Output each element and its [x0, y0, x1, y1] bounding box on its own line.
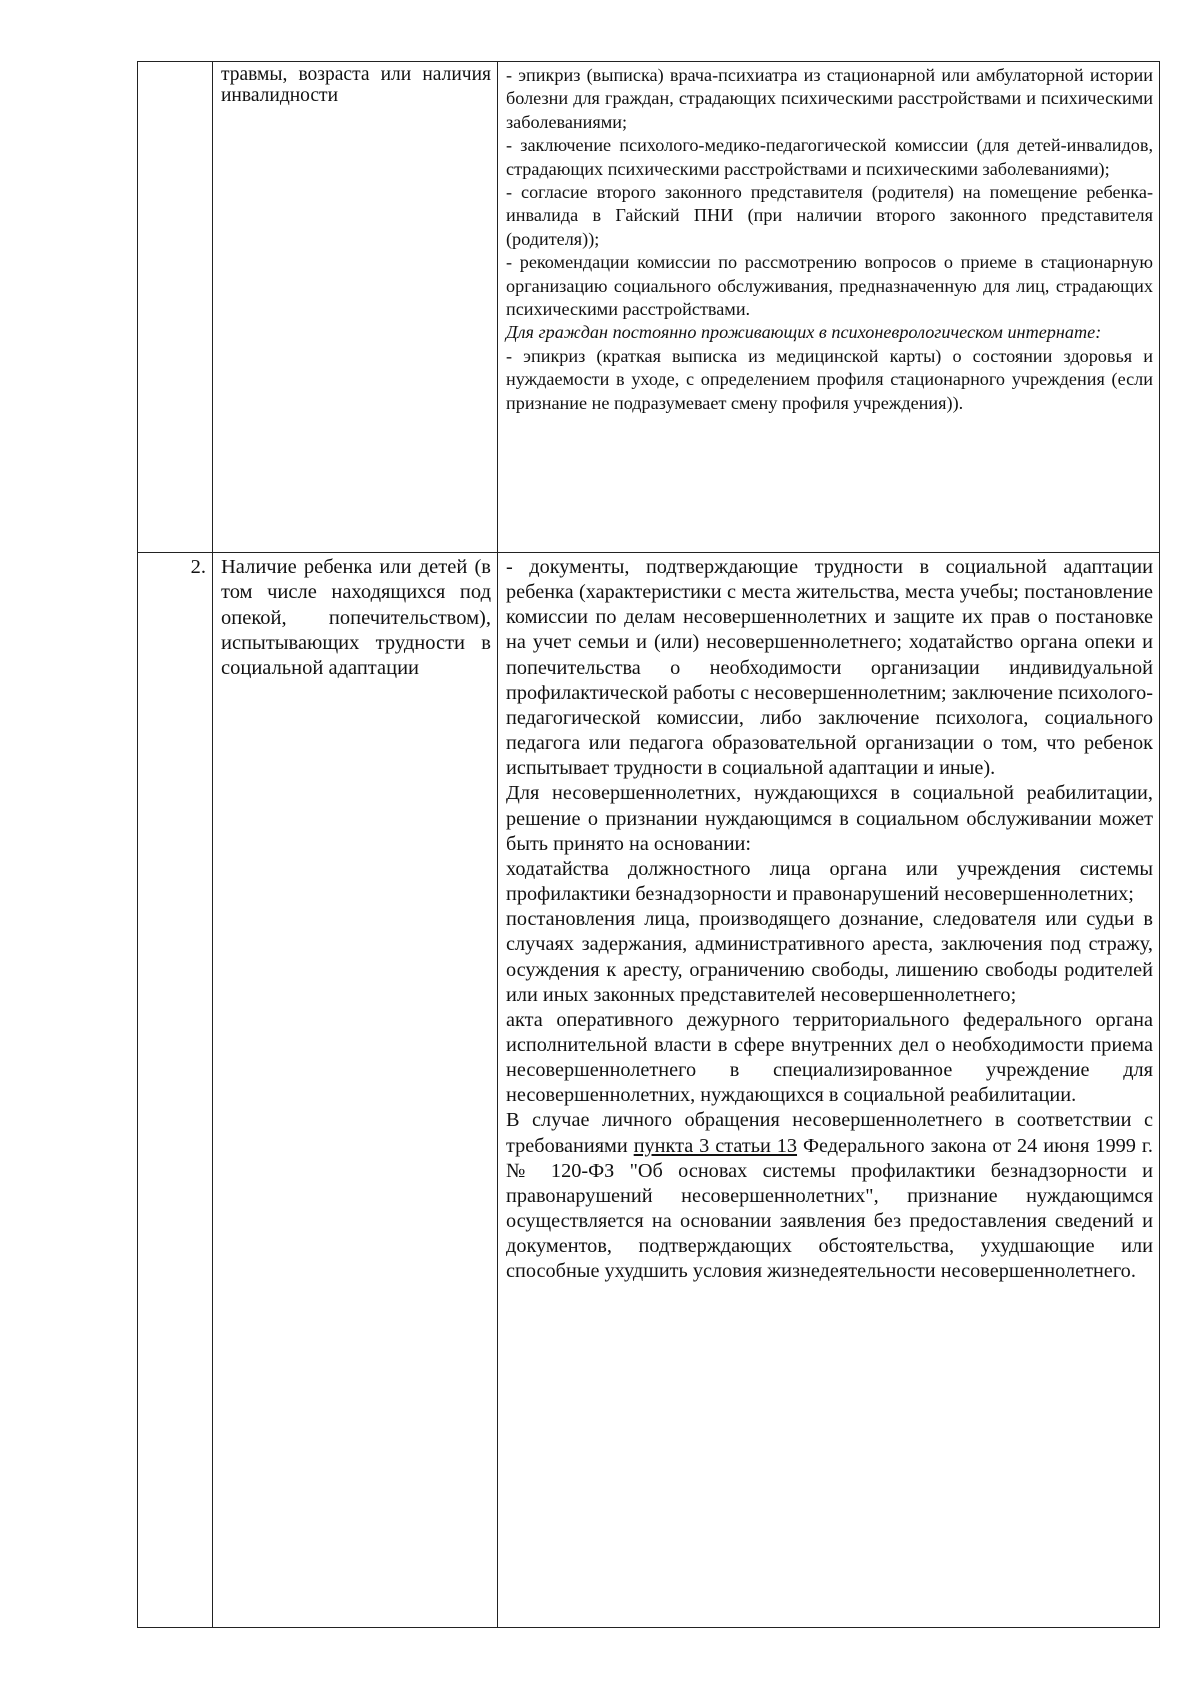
- document-item: - эпикриз (выписка) врача-психиатра из стационарной или амбулаторной истории болезни для граждан, страдающих психическими расстройствами и психическими заболеваниями;: [506, 65, 1153, 132]
- document-item: постановления лица, производящего дознание, следователя или судьи в случаях задержания, административного ареста, заключения под стражу, осуждения к аресту, ограничению свободы, лишению свободы родителей или иных законных представителей несовершеннолетнего;: [506, 908, 1153, 1006]
- documents-cell: [498, 62, 1160, 553]
- criterion-cell: [213, 62, 498, 553]
- row-number: [138, 62, 213, 553]
- document-item: ходатайства должностного лица органа или учреждения системы профилактики безнадзорности и правонарушений несовершеннолетних;: [506, 857, 1153, 906]
- document-item: - заключение психолого-медико-педагогической комиссии (для детей-инвалидов, страдающих психическими расстройствами и психическими заболеваниями);: [506, 135, 1153, 179]
- criterion-text: Наличие ребенка или детей (в том числе находящихся под опекой, попечительством), испытывающих трудности в социальной адаптации: [221, 556, 491, 680]
- row-number: 2.: [138, 553, 213, 1628]
- table-row: [138, 62, 1160, 553]
- criterion-cell: [213, 553, 498, 1628]
- document-item: - эпикриз (краткая выписка из медицинской карты) о состоянии здоровья и нуждаемости в уходе, с определением профиля стационарного учреждения (если признание не подразумевает смену профиля учреждения)).: [506, 345, 1153, 413]
- paragraph-text: В случае личного обращения несовершеннолетнего в соответствии с требованиями: [506, 1109, 1153, 1157]
- document-item-personal-appeal: [506, 1108, 1153, 1284]
- document-item: Для несовершеннолетних, нуждающихся в социальной реабилитации, решение о признании нуждающимся в социальном обслуживании может быть принято на основании:: [506, 782, 1153, 855]
- document-subheading: Для граждан постоянно проживающих в психоневрологическом интернате:: [506, 322, 1102, 343]
- document-item: - документы, подтверждающие трудности в социальной адаптации ребенка (характеристики с места жительства, места учебы; постановление комиссии по делам несовершеннолетних и защите их прав о постановке на учет семьи и (или) несовершеннолетнего; ходатайство органа опеки и попечительства о необходимости организации индивидуальной профилактической работы с несовершеннолетним; заключение психолого-педагогической комиссии, либо заключение психолога, социального педагога или педагога образовательной организации о том, что ребенок испытывает трудности в социальной адаптации и иные).: [506, 556, 1153, 780]
- documents-cell: [498, 553, 1160, 1628]
- document-item: - рекомендации комиссии по рассмотрению вопросов о приеме в стационарную организацию социального обслуживания, предназначенную для лиц, страдающих психическими расстройствами.: [506, 252, 1153, 320]
- table-row: [138, 553, 1160, 1628]
- criteria-table: [137, 61, 1160, 1628]
- document-item: акта оперативного дежурного территориального федерального органа исполнительной власти в сфере внутренних дел о необходимости приема несовершеннолетнего в специализированное учреждение для несовершеннолетних, нуждающихся в социальной реабилитации.: [506, 1008, 1153, 1107]
- paragraph-text: Федерального закона от 24 июня 1999 г. № 120-ФЗ "Об основах системы профилактики безнадзорности и правонарушений несовершеннолетних", признание нуждающимся осуществляется на основании заявления без предоставления сведений и документов, подтверждающих обстоятельства, ухудшающие или способные ухудшить условия жизнедеятельности несовершеннолетнего.: [506, 1134, 1153, 1283]
- criterion-text: травмы, возраста или наличия инвалидности: [221, 64, 491, 106]
- law-reference-link[interactable]: пункта 3 статьи 13: [633, 1134, 798, 1157]
- document-item: - согласие второго законного представителя (родителя) на помещение ребенка-инвалида в Гайский ПНИ (при наличии второго законного представителя (родителя));: [506, 182, 1153, 249]
